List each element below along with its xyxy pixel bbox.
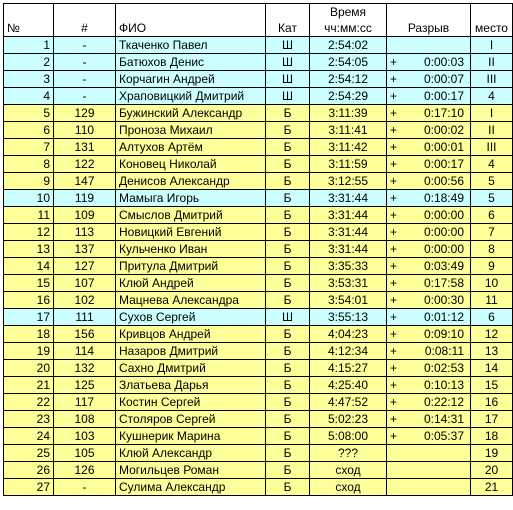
cell-place[interactable]: I (471, 37, 513, 54)
cell-place[interactable]: 5 (471, 173, 513, 190)
gap-sign: + (390, 174, 398, 188)
gap-sign: + (390, 429, 398, 443)
cell-num[interactable]: 6 (4, 122, 54, 139)
cell-name[interactable]: Кривцов Андрей (116, 326, 266, 343)
cell-time[interactable]: 3:55:13 (310, 309, 387, 326)
cell-time[interactable]: сход (310, 479, 387, 496)
cell-time[interactable]: 3:54:01 (310, 292, 387, 309)
cell-num[interactable]: 13 (4, 241, 54, 258)
cell-bib[interactable]: - (54, 71, 116, 88)
cell-name[interactable]: Батюхов Денис (116, 54, 266, 71)
cell-time[interactable]: 4:25:40 (310, 377, 387, 394)
header-num[interactable]: № (4, 4, 54, 37)
cell-gap[interactable] (387, 445, 471, 462)
cell-name[interactable]: Коновец Николай (116, 156, 266, 173)
cell-bib[interactable]: 107 (54, 275, 116, 292)
cell-bib[interactable]: - (54, 54, 116, 71)
cell-place[interactable]: 15 (471, 377, 513, 394)
cell-gap[interactable] (387, 88, 471, 105)
cell-category[interactable]: Б (266, 139, 310, 156)
gap-value: 0:17:58 (423, 276, 464, 290)
cell-num[interactable]: 17 (4, 309, 54, 326)
header-gap[interactable]: Разрыв (387, 4, 471, 37)
table-row (4, 326, 513, 343)
cell-name[interactable]: Назаров Дмитрий (116, 343, 266, 360)
cell-place[interactable]: 6 (471, 207, 513, 224)
cell-name[interactable]: Костин Сергей (116, 394, 266, 411)
gap-sign: + (390, 106, 398, 120)
cell-num[interactable]: 22 (4, 394, 54, 411)
cell-time[interactable]: 4:04:23 (310, 326, 387, 343)
cell-place[interactable]: 20 (471, 462, 513, 479)
header-category[interactable]: Кат (266, 4, 310, 37)
gap-value: 0:00:00 (423, 242, 464, 256)
gap-sign: + (390, 225, 398, 239)
gap-sign: + (390, 310, 398, 324)
cell-num[interactable]: 18 (4, 326, 54, 343)
cell-bib[interactable]: 122 (54, 156, 116, 173)
cell-bib[interactable]: 113 (54, 224, 116, 241)
cell-category[interactable]: Ш (266, 54, 310, 71)
gap-value: 0:00:00 (423, 225, 464, 239)
cell-category[interactable]: Б (266, 173, 310, 190)
cell-name[interactable]: Могильцев Роман (116, 462, 266, 479)
cell-place[interactable]: 6 (471, 309, 513, 326)
gap-sign: + (390, 140, 398, 154)
cell-bib[interactable]: 127 (54, 258, 116, 275)
gap-value: 0:03:49 (423, 259, 464, 273)
cell-category[interactable]: Б (266, 445, 310, 462)
cell-time[interactable]: сход (310, 462, 387, 479)
cell-bib[interactable]: 109 (54, 207, 116, 224)
cell-place[interactable]: 8 (471, 241, 513, 258)
cell-category[interactable]: Б (266, 275, 310, 292)
cell-num[interactable]: 5 (4, 105, 54, 122)
cell-num[interactable]: 4 (4, 88, 54, 105)
cell-time[interactable]: 3:11:41 (310, 122, 387, 139)
cell-name[interactable]: Златьева Дарья (116, 377, 266, 394)
cell-category[interactable]: Ш (266, 71, 310, 88)
cell-name[interactable]: Кушнерик Марина (116, 428, 266, 445)
cell-num[interactable]: 20 (4, 360, 54, 377)
cell-gap[interactable] (387, 479, 471, 496)
cell-bib[interactable]: 147 (54, 173, 116, 190)
table-row (4, 275, 513, 292)
cell-gap[interactable] (387, 428, 471, 445)
gap-sign: + (390, 242, 398, 256)
cell-num[interactable]: 2 (4, 54, 54, 71)
cell-time[interactable]: 4:15:27 (310, 360, 387, 377)
table-row (4, 479, 513, 496)
cell-gap[interactable] (387, 207, 471, 224)
cell-time[interactable]: 3:11:39 (310, 105, 387, 122)
cell-time[interactable]: 3:11:42 (310, 139, 387, 156)
cell-time[interactable]: 3:12:55 (310, 173, 387, 190)
table-row (4, 105, 513, 122)
cell-gap[interactable] (387, 411, 471, 428)
results-table (3, 3, 513, 496)
cell-gap[interactable] (387, 377, 471, 394)
cell-bib[interactable]: 131 (54, 139, 116, 156)
cell-gap[interactable] (387, 139, 471, 156)
cell-gap[interactable] (387, 173, 471, 190)
cell-place[interactable]: 12 (471, 326, 513, 343)
table-row (4, 139, 513, 156)
header-row (4, 4, 513, 37)
gap-sign: + (390, 344, 398, 358)
cell-gap[interactable] (387, 37, 471, 54)
cell-place[interactable]: 19 (471, 445, 513, 462)
cell-bib[interactable]: 119 (54, 190, 116, 207)
cell-name[interactable]: Храповицкий Дмитрий (116, 88, 266, 105)
table-row (4, 122, 513, 139)
cell-time[interactable]: 5:02:23 (310, 411, 387, 428)
cell-place[interactable]: 4 (471, 156, 513, 173)
header-bib[interactable]: # (54, 4, 116, 37)
gap-value: 0:09:10 (423, 327, 464, 341)
cell-place[interactable]: 16 (471, 394, 513, 411)
cell-gap[interactable] (387, 462, 471, 479)
cell-name[interactable]: Столяров Сергей (116, 411, 266, 428)
cell-num[interactable]: 24 (4, 428, 54, 445)
cell-category[interactable]: Б (266, 360, 310, 377)
gap-value: 0:10:13 (423, 378, 464, 392)
cell-num[interactable]: 14 (4, 258, 54, 275)
cell-category[interactable]: Б (266, 122, 310, 139)
cell-place[interactable]: II (471, 122, 513, 139)
table-row (4, 224, 513, 241)
header-time[interactable] (310, 4, 387, 37)
cell-bib[interactable]: 108 (54, 411, 116, 428)
gap-sign: + (390, 395, 398, 409)
cell-category[interactable]: Б (266, 156, 310, 173)
cell-name[interactable]: Клюй Александр (116, 445, 266, 462)
cell-category[interactable]: Б (266, 190, 310, 207)
cell-bib[interactable]: 114 (54, 343, 116, 360)
cell-num[interactable]: 3 (4, 71, 54, 88)
cell-place[interactable]: 10 (471, 275, 513, 292)
cell-name[interactable]: Смыслов Дмитрий (116, 207, 266, 224)
table-row (4, 292, 513, 309)
cell-name[interactable]: Сухов Сергей (116, 309, 266, 326)
cell-name[interactable]: Сахно Дмитрий (116, 360, 266, 377)
cell-place[interactable]: 14 (471, 360, 513, 377)
cell-category[interactable]: Б (266, 105, 310, 122)
cell-bib[interactable]: 117 (54, 394, 116, 411)
table-row (4, 207, 513, 224)
cell-place[interactable]: I (471, 105, 513, 122)
cell-gap[interactable] (387, 326, 471, 343)
cell-place[interactable]: 9 (471, 258, 513, 275)
cell-num[interactable]: 25 (4, 445, 54, 462)
cell-num[interactable]: 26 (4, 462, 54, 479)
header-place[interactable]: место (471, 4, 513, 37)
cell-name[interactable]: Притула Дмитрий (116, 258, 266, 275)
cell-num[interactable]: 8 (4, 156, 54, 173)
cell-num[interactable]: 16 (4, 292, 54, 309)
gap-sign: + (390, 157, 398, 171)
cell-category[interactable]: Б (266, 394, 310, 411)
cell-name[interactable]: Кульченко Иван (116, 241, 266, 258)
cell-time[interactable]: 4:47:52 (310, 394, 387, 411)
table-row (4, 377, 513, 394)
cell-name[interactable]: Мамыга Игорь (116, 190, 266, 207)
cell-category[interactable]: Б (266, 411, 310, 428)
cell-gap[interactable] (387, 360, 471, 377)
cell-place[interactable]: 11 (471, 292, 513, 309)
cell-name[interactable]: Новицкий Евгений (116, 224, 266, 241)
table-row (4, 88, 513, 105)
cell-gap[interactable] (387, 275, 471, 292)
cell-place[interactable]: III (471, 71, 513, 88)
gap-sign: + (390, 259, 398, 273)
cell-num[interactable]: 21 (4, 377, 54, 394)
cell-category[interactable]: Б (266, 224, 310, 241)
cell-bib[interactable]: 110 (54, 122, 116, 139)
cell-num[interactable]: 15 (4, 275, 54, 292)
cell-num[interactable]: 23 (4, 411, 54, 428)
table-row (4, 156, 513, 173)
cell-name[interactable]: Сулима Александр (116, 479, 266, 496)
gap-sign: + (390, 72, 398, 86)
cell-bib[interactable]: - (54, 88, 116, 105)
cell-time[interactable]: 3:11:59 (310, 156, 387, 173)
cell-bib[interactable]: - (54, 479, 116, 496)
cell-bib[interactable]: 132 (54, 360, 116, 377)
gap-value: 0:00:01 (423, 140, 464, 154)
cell-time[interactable]: 3:35:33 (310, 258, 387, 275)
cell-time[interactable]: 3:31:44 (310, 190, 387, 207)
cell-category[interactable]: Б (266, 326, 310, 343)
header-name[interactable]: ФИО (116, 4, 266, 37)
gap-value: 0:00:56 (423, 174, 464, 188)
cell-num[interactable]: 11 (4, 207, 54, 224)
gap-value: 0:17:10 (423, 106, 464, 120)
cell-bib[interactable]: 156 (54, 326, 116, 343)
cell-name[interactable]: Проноза Михаил (116, 122, 266, 139)
cell-category[interactable]: Б (266, 241, 310, 258)
gap-sign: + (390, 89, 398, 103)
cell-category[interactable]: Б (266, 343, 310, 360)
gap-sign: + (390, 327, 398, 341)
cell-place[interactable]: 21 (471, 479, 513, 496)
cell-time[interactable]: 2:54:12 (310, 71, 387, 88)
results-body (4, 37, 513, 496)
cell-name[interactable]: Алтухов Артём (116, 139, 266, 156)
gap-value: 0:02:53 (423, 361, 464, 375)
cell-category[interactable]: Ш (266, 37, 310, 54)
cell-bib[interactable]: 126 (54, 462, 116, 479)
cell-category[interactable]: Б (266, 428, 310, 445)
cell-gap[interactable] (387, 394, 471, 411)
cell-gap[interactable] (387, 292, 471, 309)
gap-value: 0:00:03 (423, 55, 464, 69)
gap-value: 0:00:07 (423, 72, 464, 86)
gap-value: 0:00:17 (423, 157, 464, 171)
cell-gap[interactable] (387, 224, 471, 241)
table-row (4, 54, 513, 71)
cell-gap[interactable] (387, 309, 471, 326)
cell-gap[interactable] (387, 343, 471, 360)
gap-value: 0:00:17 (423, 89, 464, 103)
cell-gap[interactable] (387, 190, 471, 207)
cell-time[interactable]: 2:54:29 (310, 88, 387, 105)
cell-num[interactable]: 9 (4, 173, 54, 190)
header-time-line2: чч:мм:сс (324, 21, 372, 35)
cell-bib[interactable]: 102 (54, 292, 116, 309)
table-row (4, 258, 513, 275)
cell-num[interactable]: 12 (4, 224, 54, 241)
table-row (4, 343, 513, 360)
cell-category[interactable]: Б (266, 479, 310, 496)
cell-bib[interactable]: 111 (54, 309, 116, 326)
cell-gap[interactable] (387, 258, 471, 275)
cell-name[interactable]: Денисов Александр (116, 173, 266, 190)
table-row (4, 428, 513, 445)
cell-name[interactable]: Мацнева Александра (116, 292, 266, 309)
cell-time[interactable]: 3:31:44 (310, 207, 387, 224)
cell-bib[interactable]: 129 (54, 105, 116, 122)
gap-sign: + (390, 191, 398, 205)
table-row (4, 462, 513, 479)
cell-bib[interactable]: 137 (54, 241, 116, 258)
cell-bib[interactable]: - (54, 37, 116, 54)
gap-sign: + (390, 208, 398, 222)
cell-gap[interactable] (387, 241, 471, 258)
cell-gap[interactable] (387, 71, 471, 88)
cell-place[interactable]: 17 (471, 411, 513, 428)
cell-num[interactable]: 1 (4, 37, 54, 54)
gap-value: 0:22:12 (423, 395, 464, 409)
cell-category[interactable]: Б (266, 207, 310, 224)
table-row (4, 394, 513, 411)
table-row (4, 241, 513, 258)
cell-gap[interactable] (387, 156, 471, 173)
cell-time[interactable]: 3:53:31 (310, 275, 387, 292)
gap-value: 0:05:37 (423, 429, 464, 443)
gap-sign: + (390, 361, 398, 375)
cell-time[interactable]: 2:54:05 (310, 54, 387, 71)
cell-bib[interactable]: 125 (54, 377, 116, 394)
gap-sign: + (390, 55, 398, 69)
cell-place[interactable]: 13 (471, 343, 513, 360)
cell-name[interactable]: Ткаченко Павел (116, 37, 266, 54)
gap-value: 0:08:11 (424, 344, 464, 358)
gap-sign: + (390, 123, 398, 137)
gap-value: 0:00:30 (423, 293, 464, 307)
cell-place[interactable]: 5 (471, 190, 513, 207)
cell-bib[interactable]: 103 (54, 428, 116, 445)
cell-place[interactable]: 18 (471, 428, 513, 445)
table-row (4, 173, 513, 190)
cell-num[interactable]: 7 (4, 139, 54, 156)
cell-name[interactable]: Клюй Андрей (116, 275, 266, 292)
cell-time[interactable]: 4:12:34 (310, 343, 387, 360)
gap-value: 0:00:02 (423, 123, 464, 137)
cell-name[interactable]: Корчагин Андрей (116, 71, 266, 88)
gap-sign: + (390, 276, 398, 290)
gap-sign: + (390, 378, 398, 392)
cell-num[interactable]: 19 (4, 343, 54, 360)
cell-gap[interactable] (387, 54, 471, 71)
cell-category[interactable]: Б (266, 258, 310, 275)
cell-time[interactable]: 5:08:00 (310, 428, 387, 445)
cell-num[interactable]: 10 (4, 190, 54, 207)
cell-gap[interactable] (387, 105, 471, 122)
table-row (4, 411, 513, 428)
gap-value: 0:01:12 (423, 310, 464, 324)
cell-bib[interactable]: 105 (54, 445, 116, 462)
cell-place[interactable]: 4 (471, 88, 513, 105)
gap-sign: + (390, 412, 398, 426)
cell-category[interactable]: Ш (266, 88, 310, 105)
table-row (4, 360, 513, 377)
table-row (4, 445, 513, 462)
gap-sign: + (390, 293, 398, 307)
gap-value: 0:18:49 (423, 191, 464, 205)
cell-category[interactable]: Ш (266, 309, 310, 326)
cell-time[interactable]: 2:54:02 (310, 37, 387, 54)
header-time-line1: Время (329, 5, 367, 19)
cell-time[interactable]: ??? (310, 445, 387, 462)
table-row (4, 71, 513, 88)
cell-name[interactable]: Бужинский Александр (116, 105, 266, 122)
cell-gap[interactable] (387, 122, 471, 139)
cell-time[interactable]: 3:31:44 (310, 224, 387, 241)
cell-place[interactable]: II (471, 54, 513, 71)
gap-value: 0:14:31 (423, 412, 464, 426)
cell-category[interactable]: Б (266, 462, 310, 479)
cell-place[interactable]: III (471, 139, 513, 156)
cell-category[interactable]: Б (266, 292, 310, 309)
cell-num[interactable]: 27 (4, 479, 54, 496)
table-row (4, 37, 513, 54)
gap-value: 0:00:00 (423, 208, 464, 222)
cell-place[interactable]: 7 (471, 224, 513, 241)
cell-category[interactable]: Б (266, 377, 310, 394)
cell-time[interactable]: 3:31:44 (310, 241, 387, 258)
table-row (4, 309, 513, 326)
table-row (4, 190, 513, 207)
